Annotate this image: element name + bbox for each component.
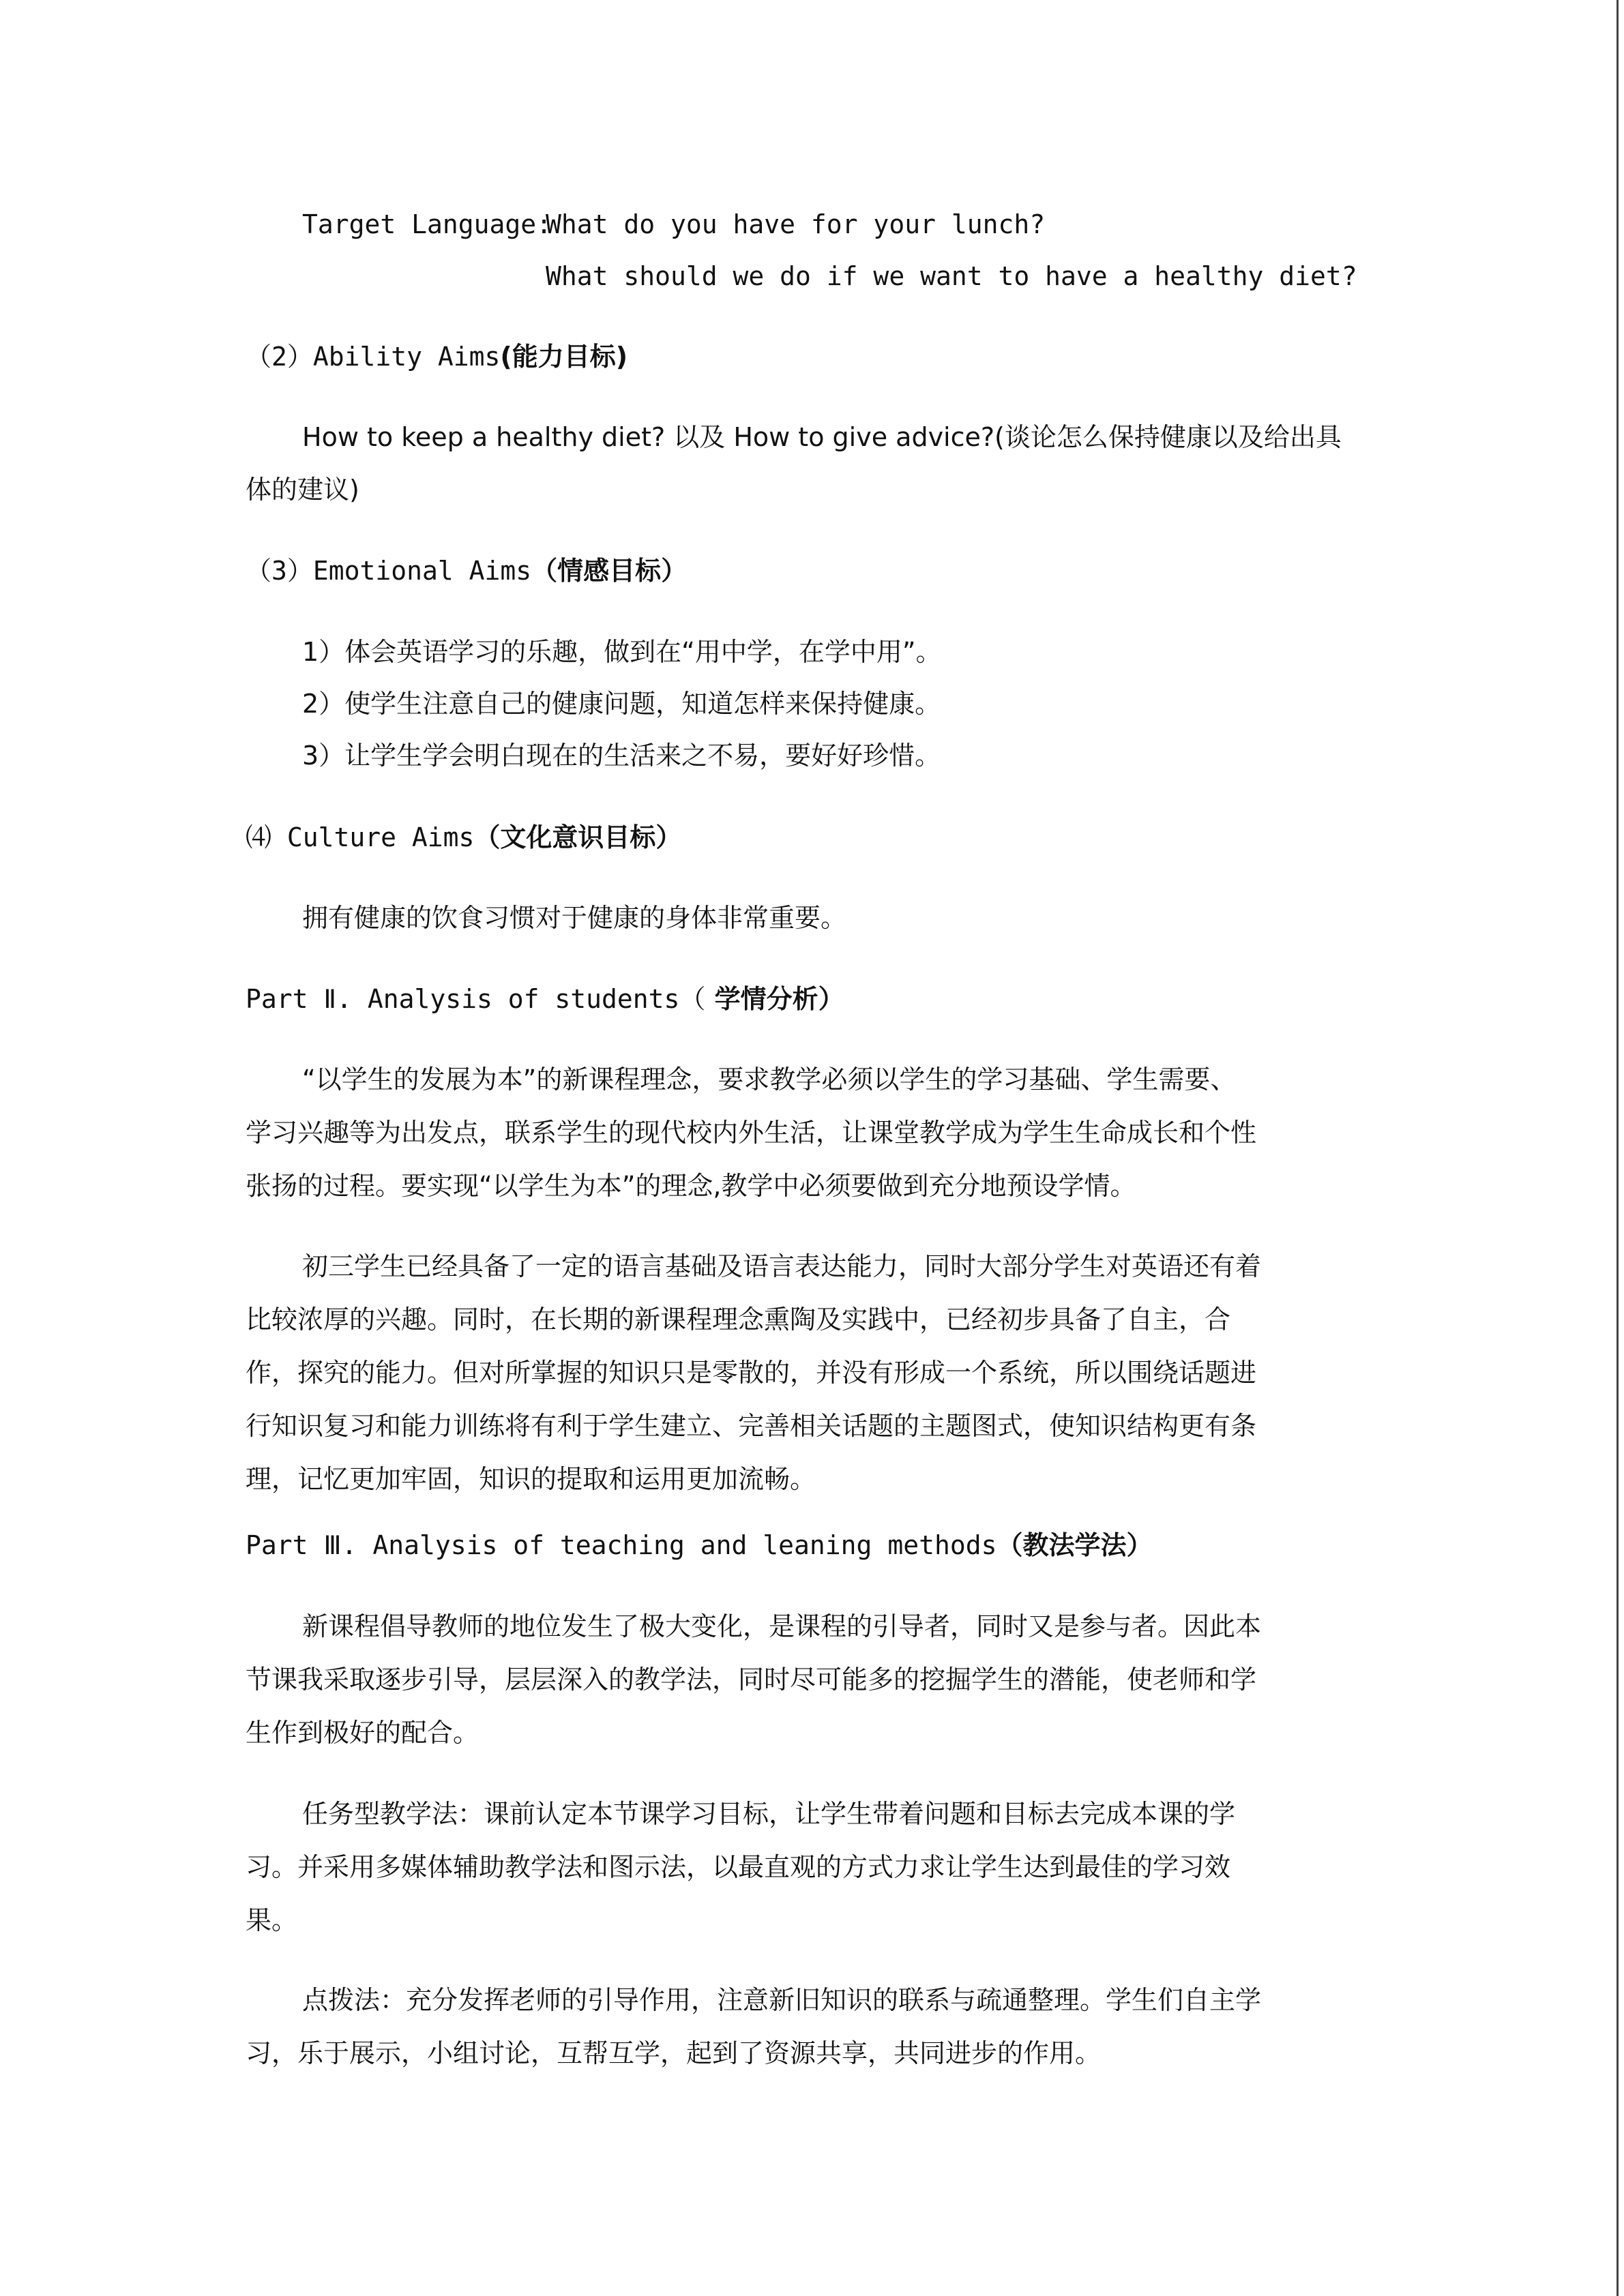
part3-para3-line: 习，乐于展示，小组讨论，互帮互学，起到了资源共享，共同进步的作用。 bbox=[246, 2038, 1102, 2068]
emotional-aim-item: 1）体会英语学习的乐趣，做到在“用中学，在学中用”。 bbox=[302, 637, 942, 667]
emotional-aims-heading-cn: （情感目标） bbox=[531, 556, 688, 586]
part3-para2-line: 习。并采用多媒体辅助教学法和图示法，以最直观的方式力求让学生达到最佳的学习效 bbox=[246, 1852, 1231, 1882]
target-language-label: Target Language: bbox=[302, 209, 552, 239]
part3-heading-en: Part Ⅲ. Analysis of teaching and leaning methods bbox=[246, 1530, 997, 1560]
culture-aims-heading-cn: （文化意识目标） bbox=[474, 822, 682, 852]
emotional-aim-item: 3）让学生学会明白现在的生活来之不易，要好好珍惜。 bbox=[302, 741, 941, 771]
culture-aims-para: 拥有健康的饮食习惯对于健康的身体非常重要。 bbox=[302, 903, 847, 933]
ability-aims-heading bbox=[246, 344, 628, 370]
part2-para1-line: 学习兴趣等为出发点，联系学生的现代校内外生活，让课堂教学成为学生生命成长和个性 bbox=[246, 1118, 1257, 1148]
page-edge-line bbox=[1616, 0, 1619, 2296]
part2-para1-line: “以学生的发展为本”的新课程理念，要求教学必须以学生的学习基础、学生需要、 bbox=[302, 1064, 1237, 1094]
part2-para1-line: 张扬的过程。要实现“以学生为本”的理念,教学中必须要做到充分地预设学情。 bbox=[246, 1171, 1136, 1201]
emotional-aim-item: 2）使学生注意自己的健康问题，知道怎样来保持健康。 bbox=[302, 689, 941, 719]
part2-para2-line: 作，探究的能力。但对所掌握的知识只是零散的，并没有形成一个系统，所以围绕话题进 bbox=[246, 1358, 1257, 1388]
ability-aims-heading-en: （2）Ability Aims bbox=[246, 342, 501, 372]
part3-para3-line: 点拨法：充分发挥老师的引导作用，注意新旧知识的联系与疏通整理。学生们自主学 bbox=[302, 1985, 1262, 2015]
part3-para1-line: 节课我采取逐步引导，层层深入的教学法，同时尽可能多的挖掘学生的潜能，使老师和学 bbox=[246, 1665, 1257, 1695]
part3-para1-line: 新课程倡导教师的地位发生了极大变化，是课程的引导者，同时又是参与者。因此本 bbox=[302, 1611, 1262, 1641]
emotional-aims-heading-en: （3）Emotional Aims bbox=[246, 556, 532, 586]
part3-heading bbox=[246, 1532, 1152, 1559]
part2-para2-line: 行知识复习和能力训练将有利于学生建立、完善相关话题的主题图式，使知识结构更有条 bbox=[246, 1411, 1257, 1441]
part3-heading-cn: （教法学法） bbox=[996, 1530, 1153, 1560]
part3-para2-line: 果。 bbox=[246, 1905, 298, 1935]
part2-heading-en: Part Ⅱ. Analysis of students（ bbox=[246, 984, 706, 1014]
target-language-line-2: What should we do if we want to have a healthy diet? bbox=[546, 261, 1357, 291]
part2-heading-cn: 学情分析） bbox=[705, 984, 844, 1014]
part3-para2-line: 任务型教学法：课前认定本节课学习目标，让学生带着问题和目标去完成本课的学 bbox=[302, 1799, 1236, 1829]
culture-aims-heading bbox=[246, 824, 681, 851]
target-language-line-1: What do you have for your lunch? bbox=[546, 209, 1046, 239]
culture-aims-heading-en: ⑷ Culture Aims bbox=[246, 822, 475, 852]
ability-aims-heading-cn: (能力目标) bbox=[500, 342, 628, 372]
emotional-aims-heading bbox=[246, 558, 687, 584]
ability-aims-para-line-1: How to keep a healthy diet? 以及 How to give advice?(谈论怎么保持健康以及给出具 bbox=[302, 422, 1342, 452]
part2-para2-line: 比较浓厚的兴趣。同时，在长期的新课程理念熏陶及实践中，已经初步具备了自主，合 bbox=[246, 1304, 1231, 1335]
part2-para2-line: 理，记忆更加牢固，知识的提取和运用更加流畅。 bbox=[246, 1464, 816, 1494]
part2-heading bbox=[246, 986, 844, 1013]
part2-para2-line: 初三学生已经具备了一定的语言基础及语言表达能力，同时大部分学生对英语还有着 bbox=[302, 1251, 1262, 1281]
part3-para1-line: 生作到极好的配合。 bbox=[246, 1718, 479, 1748]
ability-aims-para-line-2: 体的建议) bbox=[246, 475, 359, 505]
